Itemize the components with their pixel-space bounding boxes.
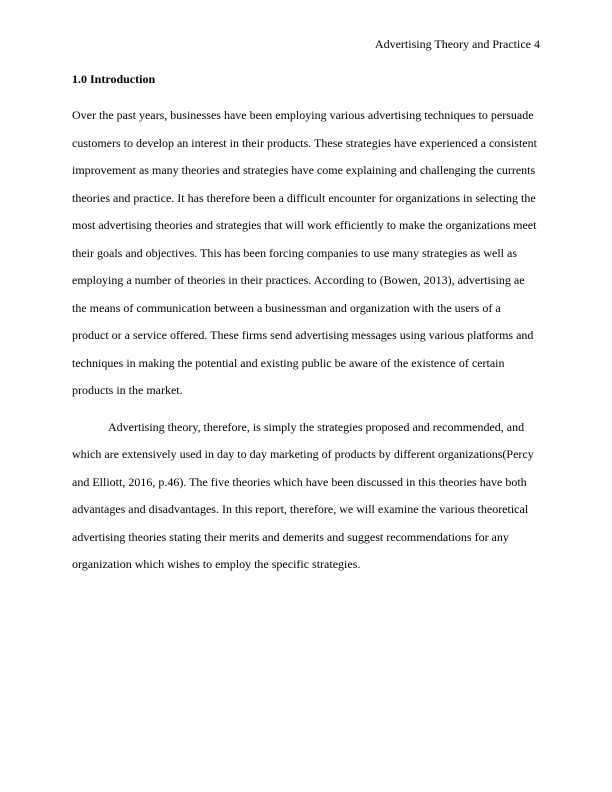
text-line: theories and practice. It has therefore been a difficult encounter for organizations in selecting the (72, 191, 536, 205)
text-line: the means of communication between a businessman and organization with the users of a (72, 301, 501, 315)
text-line: techniques in making the potential and existing public be aware of the existence of certain (72, 356, 505, 370)
text-line: advertising theories stating their merits and demerits and suggest recommendations for any (72, 530, 509, 544)
text-line: organization which wishes to employ the specific strategies. (72, 557, 361, 571)
text-line: improvement as many theories and strategies have come explaining and challenging the currents (72, 163, 536, 177)
text-line: advantages and disadvantages. In this report, therefore, we will examine the various theoretical (72, 502, 529, 516)
section-heading: 1.0 Introduction (72, 72, 156, 86)
text-line: Over the past years, businesses have been employing various advertising techniques to persuade (72, 108, 534, 122)
text-line: and Elliott, 2016, p.46). The five theories which have been discussed in this theories have both (72, 475, 527, 489)
text-line: which are extensively used in day to day marketing of products by different organizations(Percy (72, 447, 534, 461)
text-line: their goals and objectives. This has been forcing companies to use many strategies as well as (72, 246, 517, 260)
text-line: products in the market. (72, 383, 183, 397)
text-line: most advertising theories and strategies that will work efficiently to make the organizations meet (72, 218, 537, 232)
text-line: product or a service offered. These firms send advertising messages using various platforms and (72, 328, 534, 342)
text-line: employing a number of theories in their practices. According to (Bowen, 2013), advertising ae (72, 273, 525, 287)
text-line: Advertising theory, therefore, is simply the strategies proposed and recommended, and (108, 420, 525, 434)
text-line: customers to develop an interest in their products. These strategies have experienced a consistent (72, 136, 537, 150)
running-head: Advertising Theory and Practice 4 (374, 37, 540, 51)
